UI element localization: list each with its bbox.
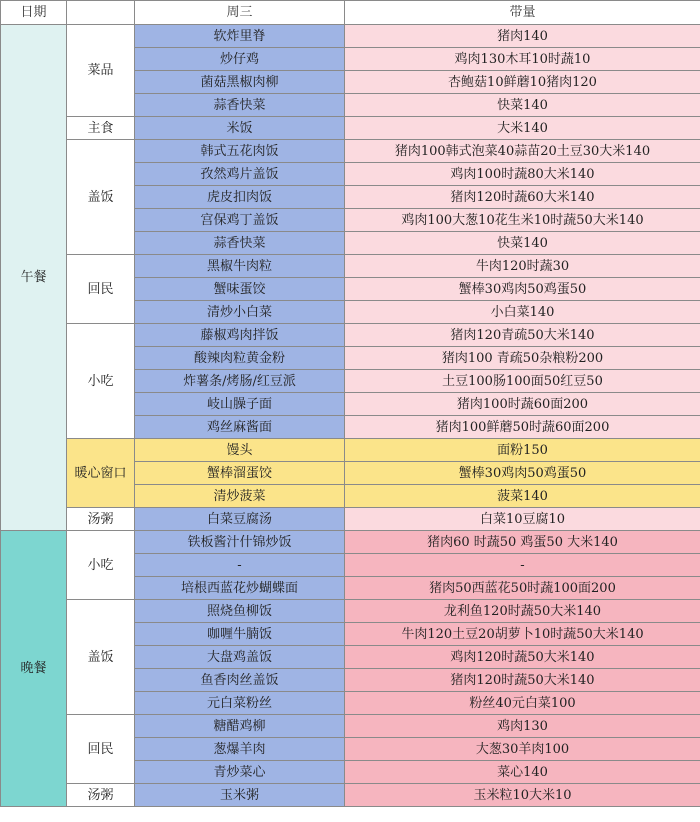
- dish-amount: 大米140: [345, 117, 700, 140]
- dish-name: 蟹棒溜蛋饺: [135, 462, 345, 485]
- dish-amount: 猪肉50西蓝花50时蔬100面200: [345, 577, 700, 600]
- category-label: 暖心窗口: [67, 439, 135, 508]
- dish-amount: 大葱30羊肉100: [345, 738, 700, 761]
- table-row: [1, 784, 700, 807]
- table-row: [1, 531, 700, 554]
- dish-amount: 鸡肉120时蔬50大米140: [345, 646, 700, 669]
- dish-name: 岐山臊子面: [135, 393, 345, 416]
- category-label: 主食: [67, 117, 135, 140]
- dish-amount: 猪肉60 时蔬50 鸡蛋50 大米140: [345, 531, 700, 554]
- table-row: [1, 508, 700, 531]
- dish-amount: 猪肉140: [345, 25, 700, 48]
- category-label: 小吃: [67, 324, 135, 439]
- dish-name: 葱爆羊肉: [135, 738, 345, 761]
- dish-name: 菌菇黑椒肉柳: [135, 71, 345, 94]
- category-label: 汤粥: [67, 508, 135, 531]
- header-row: [1, 1, 700, 25]
- dish-name: 青炒菜心: [135, 761, 345, 784]
- dish-amount: 猪肉120青疏50大米140: [345, 324, 700, 347]
- menu-table-body: [1, 1, 700, 807]
- dish-amount: 菠菜140: [345, 485, 700, 508]
- dish-amount: 牛肉120时蔬30: [345, 255, 700, 278]
- dish-amount: 蟹棒30鸡肉50鸡蛋50: [345, 278, 700, 301]
- meal-label-lunch: 午餐: [1, 25, 67, 531]
- dish-amount: 面粉150: [345, 439, 700, 462]
- dish-name: 大盘鸡盖饭: [135, 646, 345, 669]
- dish-name: 鱼香肉丝盖饭: [135, 669, 345, 692]
- dish-name: 玉米粥: [135, 784, 345, 807]
- category-label: 小吃: [67, 531, 135, 600]
- dish-amount: 牛肉120土豆20胡萝卜10时蔬50大米140: [345, 623, 700, 646]
- table-row: [1, 255, 700, 278]
- dish-name: 酸辣肉粒黄金粉: [135, 347, 345, 370]
- dish-name: 米饭: [135, 117, 345, 140]
- dish-amount: 鸡肉130: [345, 715, 700, 738]
- dish-name: 咖喱牛腩饭: [135, 623, 345, 646]
- header-amount: 带量: [345, 1, 700, 25]
- dish-name: 炒仔鸡: [135, 48, 345, 71]
- dish-name: 蒜香快菜: [135, 94, 345, 117]
- table-row: [1, 715, 700, 738]
- dish-name: 软炸里脊: [135, 25, 345, 48]
- dish-amount: 杏鲍菇10鲜蘑10猪肉120: [345, 71, 700, 94]
- dish-amount: 玉米粒10大米10: [345, 784, 700, 807]
- category-label: 盖饭: [67, 140, 135, 255]
- table-row: [1, 25, 700, 48]
- dish-amount: 粉丝40元白菜100: [345, 692, 700, 715]
- dish-amount: -: [345, 554, 700, 577]
- dish-name: 孜然鸡片盖饭: [135, 163, 345, 186]
- dish-name: 清炒小白菜: [135, 301, 345, 324]
- dish-name: 黑椒牛肉粒: [135, 255, 345, 278]
- dish-amount: 白菜10豆腐10: [345, 508, 700, 531]
- dish-amount: 龙利鱼120时蔬50大米140: [345, 600, 700, 623]
- dish-name: 铁板酱汁什锦炒饭: [135, 531, 345, 554]
- dish-amount: 土豆100肠100面50红豆50: [345, 370, 700, 393]
- header-weekday: 周三: [135, 1, 345, 25]
- header-date: 日期: [1, 1, 67, 25]
- dish-amount: 猪肉120时蔬60大米140: [345, 186, 700, 209]
- dish-amount: 猪肉120时蔬50大米140: [345, 669, 700, 692]
- dish-name: 藤椒鸡肉拌饭: [135, 324, 345, 347]
- dish-amount: 猪肉100 青疏50杂粮粉200: [345, 347, 700, 370]
- dish-amount: 鸡肉130木耳10时蔬10: [345, 48, 700, 71]
- dish-name: 蒜香快菜: [135, 232, 345, 255]
- dish-name: 照烧鱼柳饭: [135, 600, 345, 623]
- table-row: [1, 439, 700, 462]
- meal-label-dinner: 晚餐: [1, 531, 67, 807]
- dish-name: 虎皮扣肉饭: [135, 186, 345, 209]
- category-label: 汤粥: [67, 784, 135, 807]
- dish-name: 清炒菠菜: [135, 485, 345, 508]
- category-label: 回民: [67, 715, 135, 784]
- dish-amount: 小白菜140: [345, 301, 700, 324]
- category-label: 菜品: [67, 25, 135, 117]
- category-label: 盖饭: [67, 600, 135, 715]
- table-row: [1, 117, 700, 140]
- dish-amount: 快菜140: [345, 232, 700, 255]
- dish-name: 炸薯条/烤肠/红豆派: [135, 370, 345, 393]
- dish-name: 白菜豆腐汤: [135, 508, 345, 531]
- header-empty: [67, 1, 135, 25]
- dish-name: 培根西蓝花炒蝴蝶面: [135, 577, 345, 600]
- dish-name: 元白菜粉丝: [135, 692, 345, 715]
- dish-name: 韩式五花肉饭: [135, 140, 345, 163]
- dish-name: -: [135, 554, 345, 577]
- dish-name: 鸡丝麻酱面: [135, 416, 345, 439]
- dish-amount: 猪肉100鲜蘑50时蔬60面200: [345, 416, 700, 439]
- dish-amount: 鸡肉100时蔬80大米140: [345, 163, 700, 186]
- dish-name: 馒头: [135, 439, 345, 462]
- dish-name: 糖醋鸡柳: [135, 715, 345, 738]
- table-row: [1, 324, 700, 347]
- dish-amount: 快菜140: [345, 94, 700, 117]
- dish-name: 蟹味蛋饺: [135, 278, 345, 301]
- dish-amount: 猪肉100时蔬60面200: [345, 393, 700, 416]
- category-label: 回民: [67, 255, 135, 324]
- dish-amount: 鸡肉100大葱10花生米10时蔬50大米140: [345, 209, 700, 232]
- dish-amount: 菜心140: [345, 761, 700, 784]
- table-row: [1, 600, 700, 623]
- dish-amount: 蟹棒30鸡肉50鸡蛋50: [345, 462, 700, 485]
- dish-name: 宫保鸡丁盖饭: [135, 209, 345, 232]
- table-row: [1, 140, 700, 163]
- dish-amount: 猪肉100韩式泡菜40蒜苗20土豆30大米140: [345, 140, 700, 163]
